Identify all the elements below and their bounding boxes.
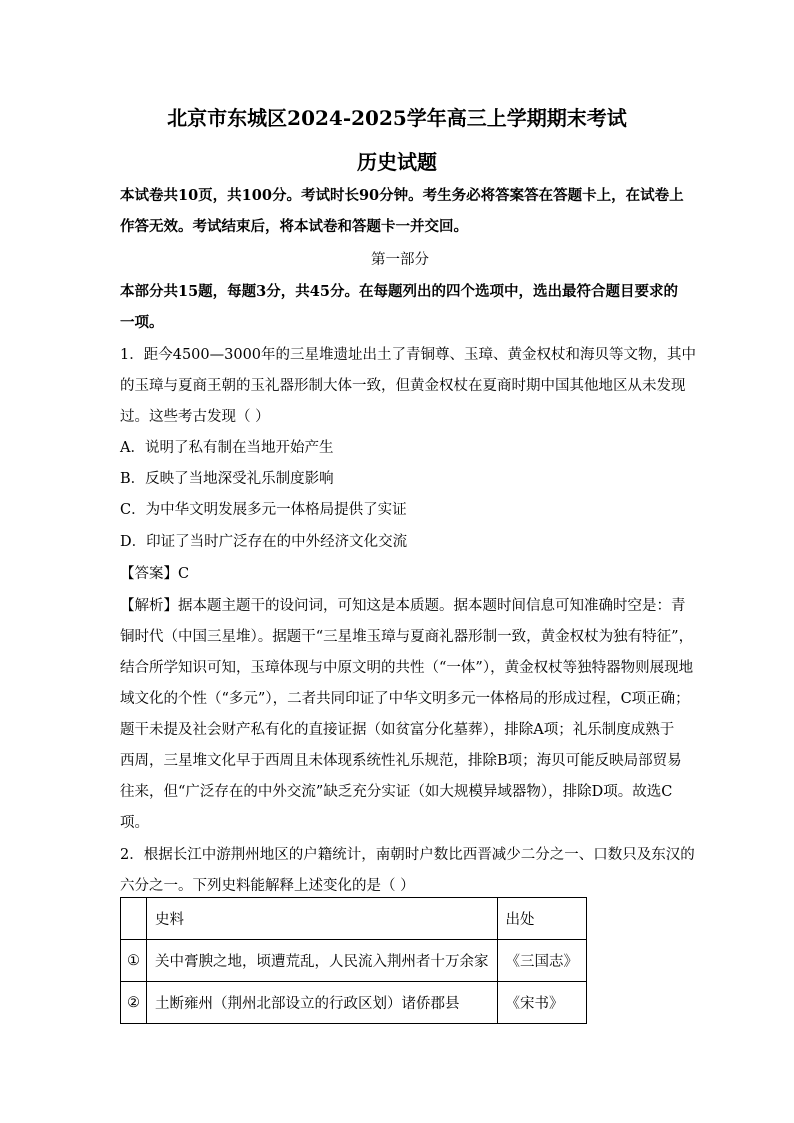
table-cell-source: 土断雍州（荆州北部设立的行政区划）诸侨郡县 <box>147 982 498 1024</box>
part-instruction-1: 本部分共15题，每题3分，共45分。在每题列出的四个选项中，选出最符合题目要求的 <box>120 283 678 300</box>
document-subtitle: 历史试题 <box>357 150 437 174</box>
q2-stem-line-2: 六分之一。下列史料能解释上述变化的是（ ） <box>120 878 415 894</box>
table-cell-origin: 《宋书》 <box>497 982 587 1024</box>
q1-option-c: C．为中华文明发展多元一体格局提供了实证 <box>120 502 407 518</box>
q1-answer: 【答案】C <box>120 566 190 582</box>
part-title: 第一部分 <box>371 252 429 268</box>
q2-stem-line-1: 2．根据长江中游荆州地区的户籍统计，南朝时户数比西晋减少二分之一、口数只及东汉的 <box>120 847 695 863</box>
table-cell-index: ① <box>121 940 147 982</box>
table-header-row <box>121 898 587 940</box>
table-row <box>121 940 587 982</box>
q1-stem-line-1: 1．距今4500—3000年的三星堆遗址出土了青铜尊、玉璋、黄金权杖和海贝等文物，其中 <box>120 347 697 363</box>
table-cell-index: ② <box>121 982 147 1024</box>
q1-stem-line-2: 的玉璋与夏商王朝的玉礼器形制大体一致，但黄金权杖在夏商时期中国其他地区从未发现 <box>120 378 686 394</box>
source-table <box>120 897 587 1024</box>
table-header-index <box>121 898 147 940</box>
q1-explanation-line-7: 往来，但“广泛存在的中外交流”缺乏充分实证（如大规模异域器物），排除D项。故选C <box>120 784 673 800</box>
q1-explanation-line-1: 【解析】据本题主题干的设问词，可知这是本质题。据本题时间信息可知准确时空是：青 <box>120 598 686 614</box>
table-cell-source: 关中膏腴之地，顷遭荒乱，人民流入荆州者十万余家 <box>147 940 498 982</box>
q1-option-b: B．反映了当地深受礼乐制度影响 <box>120 471 334 487</box>
q1-explanation-line-4: 域文化的个性（“多元”），二者共同印证了中华文明多元一体格局的形成过程，C项正确； <box>120 691 690 707</box>
table-header-origin: 出处 <box>497 898 587 940</box>
q1-explanation-line-2: 铜时代（中国三星堆）。据题干“三星堆玉璋与夏商礼器形制一致，黄金权杖为独有特征”， <box>120 629 694 645</box>
q1-option-a: A．说明了私有制在当地开始产生 <box>120 440 334 456</box>
document-title: 北京市东城区2024-2025学年高三上学期期末考试 <box>167 106 627 130</box>
table-header-source: 史料 <box>147 898 498 940</box>
q1-explanation-line-5: 题干未提及社会财产私有化的直接证据（如贫富分化墓葬），排除A项；礼乐制度成熟于 <box>120 722 675 738</box>
q1-explanation-line-8: 项。 <box>120 815 149 831</box>
part-instruction-2: 一项。 <box>120 314 164 331</box>
table-row <box>121 982 587 1024</box>
q1-stem-line-3: 过。这些考古发现（ ） <box>120 409 270 425</box>
table-cell-origin: 《三国志》 <box>497 940 587 982</box>
intro-line-2: 作答无效。考试结束后，将本试卷和答题卡一并交回。 <box>120 218 468 235</box>
q1-explanation-line-6: 西周，三星堆文化早于西周且未体现系统性礼乐规范，排除B项；海贝可能反映局部贸易 <box>120 753 682 769</box>
q1-option-d: D．印证了当时广泛存在的中外经济文化交流 <box>120 534 408 550</box>
q1-explanation-line-3: 结合所学知识可知，玉璋体现与中原文明的共性（“一体”），黄金权杖等独特器物则展现地 <box>120 660 694 676</box>
intro-line-1: 本试卷共10页，共100分。考试时长90分钟。考生务必将答案答在答题卡上，在试卷上 <box>120 187 684 204</box>
